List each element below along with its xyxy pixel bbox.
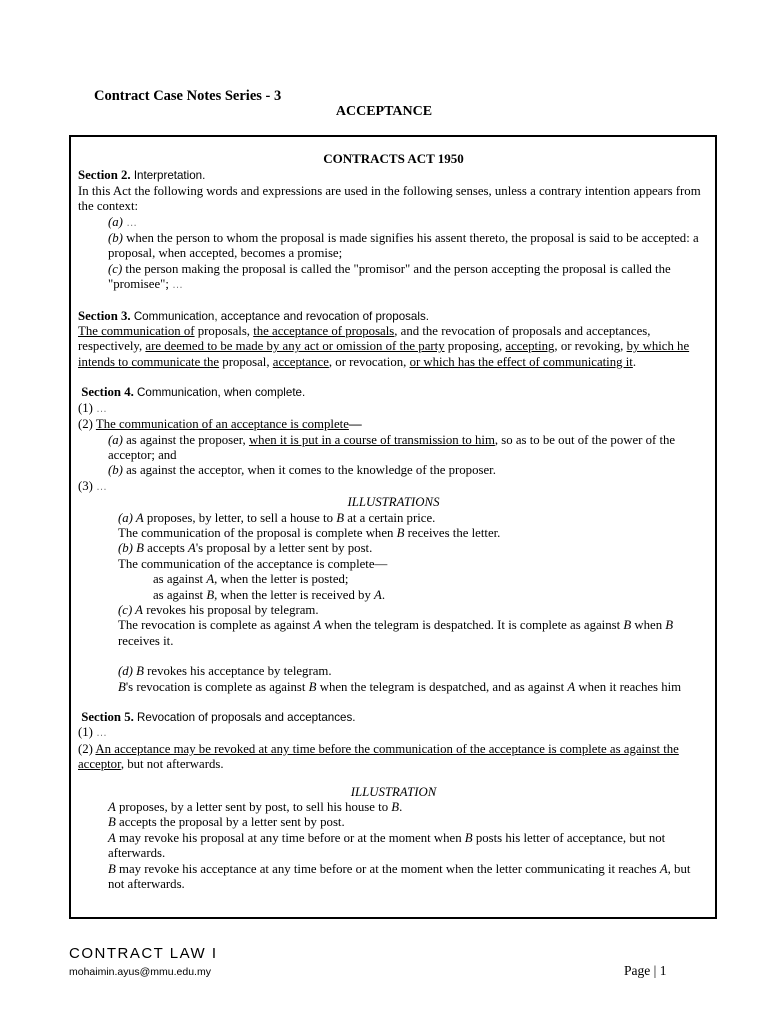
section-5-number: Section 5.	[81, 710, 134, 724]
section-5-illustration-line-3: A may revoke his proposal at any time before or at the moment when B posts his letter of acceptance, but not afterwards.	[108, 830, 666, 861]
section-3-description: Communication, acceptance and revocation of proposals.	[133, 309, 429, 323]
section-5-illustration-line-4: B may revoke his acceptance at any time before or at the moment when the letter communicating it reaches A, but not afterwards.	[108, 861, 691, 892]
section-3-number: Section 3.	[78, 308, 131, 323]
section-2-item-c: (c) the person making the proposal is called the "promisor" and the person accepting the proposal is called the "promisee"; …	[108, 261, 671, 292]
illustration-a-line-1: (a) A proposes, by letter, to sell a house to B at a certain price.	[118, 510, 436, 525]
illustration-d-line-1: (d) B revokes his acceptance by telegram.	[118, 664, 332, 679]
section-4-illustrations-heading: ILLUSTRATIONS	[347, 495, 440, 510]
illustration-b-line-1: (b) B accepts A's proposal by a letter sent by post.	[118, 541, 373, 556]
section-4-sub-2-a: (a) as against the proposer, when it is put in a course of transmission to him, so as to be out of the power of the acceptor; and	[108, 432, 676, 462]
section-4	[78, 385, 709, 695]
series-title: Contract Case Notes Series - 3	[94, 88, 282, 104]
illustration-d-line-2: B's revocation is complete as against B when the telegram is despatched, and as against A when it reaches him	[118, 679, 682, 694]
section-5-description: Revocation of proposals and acceptances.	[137, 711, 356, 724]
section-4-heading	[78, 385, 709, 400]
section-4-sub-2: (2) The communication of an acceptance is complete—	[78, 417, 362, 432]
section-2-item-b: (b) when the person to whom the proposal is made signifies his assent thereto, the proposal is said to be accepted: a proposal, when accepted, becomes a promise;	[108, 231, 699, 261]
section-4-sub-2-b: (b) as against the acceptor, when it comes to the knowledge of the proposer.	[108, 463, 496, 478]
section-2	[78, 168, 709, 293]
footer	[69, 945, 218, 978]
section-5-sub-1: (1) …	[78, 725, 107, 740]
illustration-c-line-2: The revocation is complete as against A when the telegram is despatched. It is complete as against B when B receives it.	[118, 618, 674, 648]
section-3-heading	[78, 309, 709, 324]
section-5-illustration-line-1: A proposes, by a letter sent by post, to sell his house to B.	[108, 800, 403, 815]
statute-box	[69, 135, 717, 919]
section-2-description: Interpretation.	[133, 169, 206, 183]
act-title: CONTRACTS ACT 1950	[323, 151, 464, 166]
section-4-sub-3: (3) …	[78, 478, 107, 493]
section-4-description: Communication, when complete.	[137, 386, 306, 400]
section-5-illustration-heading: ILLUSTRATION	[350, 784, 437, 799]
page-number: Page | 1	[624, 963, 667, 978]
section-5	[78, 710, 709, 892]
footer-email[interactable]: mohaimin.ayus@mmu.edu.my	[69, 966, 211, 978]
section-4-sub-1: (1) …	[78, 400, 107, 415]
section-5-heading	[78, 710, 709, 725]
section-2-heading	[78, 168, 709, 183]
section-2-item-a: (a) …	[108, 214, 138, 229]
illustration-c-line-1: (c) A revokes his proposal by telegram.	[118, 602, 319, 617]
section-3-text: The communication of proposals, the acceptance of proposals, and the revocation of proposals and acceptances, respectively, are deemed to be made by any act or omission of the party proposing, accepting, or revoking, by which he intends to communicate the proposal, acceptance, or revocation, or which has the effect of communicating it.	[78, 324, 690, 369]
section-2-number: Section 2.	[78, 168, 131, 183]
document-title: ACCEPTANCE	[335, 104, 433, 119]
section-3	[78, 309, 709, 371]
illustration-b-line-4: as against B, when the letter is received by A.	[153, 587, 386, 602]
illustration-a-line-2: The communication of the proposal is complete when B receives the letter.	[118, 525, 501, 540]
section-5-sub-2: (2) An acceptance may be revoked at any time before the communication of the acceptance is complete as against the acceptor, but not afterwards.	[78, 741, 679, 772]
section-4-number: Section 4.	[81, 385, 134, 400]
footer-course-name: CONTRACT LAW I	[69, 945, 218, 962]
illustration-b-line-2: The communication of the acceptance is complete—	[118, 556, 388, 571]
section-5-illustration-line-2: B accepts the proposal by a letter sent by post.	[108, 815, 345, 830]
section-2-intro: In this Act the following words and expressions are used in the following senses, unless a contrary intention appears from the context:	[78, 183, 701, 214]
illustration-b-line-3: as against A, when the letter is posted;	[153, 572, 349, 587]
